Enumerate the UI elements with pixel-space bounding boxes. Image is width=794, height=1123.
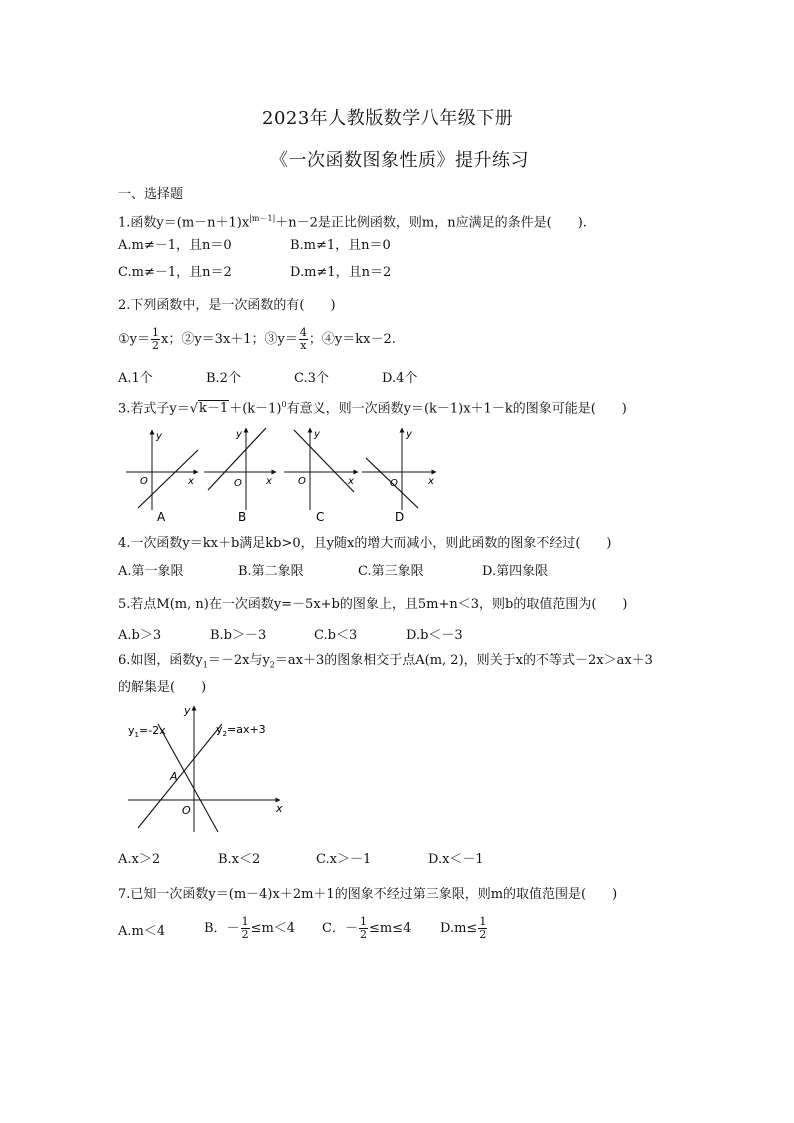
q3-label-c: C: [316, 510, 325, 524]
page-title: 2023年人教版数学八年级下册: [262, 108, 514, 129]
q1-text-b: ＋n－2是正比例函数，则m，n应满足的条件是( ).: [275, 215, 587, 231]
q2-functions: [118, 327, 396, 352]
q7-c-suffix: ≤m≤4: [368, 921, 412, 936]
q7-b-fraction: [241, 916, 250, 941]
q3-label-d: D: [395, 510, 405, 524]
q3-graph-c: [284, 428, 358, 524]
q7-c-prefix: C．－: [322, 921, 358, 936]
q6-text-c: ＝ax＋3的图象相交于点A(m, 2)，则关于x的不等式－2x＞ax＋3: [274, 653, 653, 668]
q7-option-b: [204, 916, 295, 941]
q7-option-a: A.m＜4: [118, 924, 166, 939]
question-5-stem: 5.若点M(m, n)在一次函数y=－5x+b的图象上，且5m+n＜3，则b的取值范围为( ): [118, 597, 628, 612]
q6-option-c: C.x＞－1: [316, 852, 372, 867]
q3-zero-exponent: 0: [281, 400, 287, 409]
q7-b-num: 1: [241, 915, 249, 928]
q3-radicand: k－1: [199, 401, 229, 417]
q6-label-y1: $y_1=-2x$: [128, 724, 166, 739]
q6-text-b: ＝－2x与y: [207, 653, 270, 668]
q7-option-c: [322, 916, 411, 941]
q2-part-1: ①y＝: [118, 332, 150, 347]
q3-text-b: ＋(k－1): [229, 401, 282, 417]
q3-a-origin: O: [140, 476, 148, 487]
q7-c-num: 1: [359, 915, 367, 928]
q7-d-prefix: D.m≤: [440, 921, 478, 936]
q4-option-c: C.第三象限: [358, 564, 424, 579]
q2-option-d: D.4个: [382, 371, 418, 386]
q5-option-d: D.b＜－3: [406, 628, 463, 643]
q2-fraction-num: 1: [152, 326, 159, 339]
q7-d-fraction: [478, 916, 487, 941]
q7-c-fraction: [359, 916, 368, 941]
q3-b-origin: O: [234, 478, 242, 489]
section-heading: 一、选择题: [118, 187, 184, 202]
q1-option-a: A.m≠－1，且n＝0: [118, 238, 232, 253]
q6-axis-y: y: [184, 704, 191, 717]
q6-origin: O: [182, 804, 191, 817]
q3-a-axis-x: x: [188, 476, 194, 487]
q3-label-a: A: [157, 510, 166, 524]
q3-c-axis-y: y: [314, 429, 320, 440]
q2-fraction2-num: 4: [299, 326, 307, 339]
q3-c-origin: O: [298, 476, 306, 487]
q2-option-b: B.2个: [206, 371, 241, 386]
q2-fraction-den: 2: [152, 339, 159, 352]
q3-text-a: 3.若式子y＝: [118, 401, 190, 417]
q5-option-c: C.b＜3: [314, 628, 358, 643]
q2-option-c: C.3个: [294, 371, 329, 386]
q7-c-den: 2: [359, 928, 367, 941]
q3-text-c: 有意义，则一次函数y＝(k－1)x＋1－k的图象可能是( ): [286, 401, 627, 417]
question-3-stem: [118, 396, 627, 418]
q7-b-prefix: B．－: [204, 921, 240, 936]
q5-option-a: A.b＞3: [118, 628, 162, 643]
q4-option-a: A.第一象限: [118, 564, 184, 579]
q4-option-b: B.第二象限: [238, 564, 304, 579]
q6-graph: [118, 700, 298, 840]
q1-exponent: |m－1|: [249, 214, 276, 223]
q6-option-a: A.x＞2: [118, 852, 161, 867]
q7-b-den: 2: [241, 928, 249, 941]
q6-option-b: B.x＜2: [218, 852, 261, 867]
q7-option-d: [440, 916, 488, 941]
q3-graph-d: [362, 428, 436, 524]
q1-text-a: 1.函数y＝(m－n＋1)x: [118, 215, 250, 231]
q3-graph-options: [118, 420, 448, 530]
q6-option-d: D.x＜－1: [428, 852, 484, 867]
q7-b-suffix: ≤m＜4: [250, 921, 296, 936]
q6-sub-2: 2: [269, 660, 275, 670]
q2-fraction2-den: x: [300, 339, 307, 352]
q1-option-d: D.m≠1，且n＝2: [290, 265, 392, 280]
q3-graph-a: [126, 430, 198, 524]
q3-a-axis-y: y: [156, 431, 162, 442]
q3-b-axis-x: x: [266, 476, 272, 487]
q7-d-num: 1: [479, 915, 487, 928]
q2-fraction-four-over-x: [299, 327, 308, 352]
question-4-stem: 4.一次函数y＝kx＋b满足kb>0，且y随x的增大而减小，则此函数的图象不经过( ): [118, 536, 612, 551]
question-7-stem: 7.已知一次函数y＝(m－4)x＋2m＋1的图象不经过第三象限，则m的取值范围是( ): [118, 887, 618, 902]
q6-stem-line2: 的解集是( ): [118, 680, 207, 695]
page-subtitle: 《一次函数图象性质》提升练习: [270, 150, 529, 171]
q3-d-origin: O: [390, 478, 398, 489]
q2-option-a: A.1个: [118, 371, 153, 386]
q1-option-c: C.m≠－1，且n＝2: [118, 265, 232, 280]
q3-d-axis-y: y: [406, 429, 412, 440]
q4-option-d: D.第四象限: [482, 564, 549, 579]
q1-option-b: B.m≠1，且n＝0: [290, 238, 391, 253]
question-2-stem: 2.下列函数中，是一次函数的有( ): [118, 298, 336, 313]
q6-label-y2: $y_2=ax+3$: [216, 723, 266, 738]
q5-option-b: B.b＞－3: [210, 628, 267, 643]
q3-graph-b: [204, 428, 276, 524]
q3-c-axis-x: x: [348, 476, 354, 487]
q2-fraction-half: [151, 327, 160, 352]
q7-d-den: 2: [479, 928, 487, 941]
q6-axis-x: x: [276, 802, 283, 815]
q3-d-axis-x: x: [428, 476, 434, 487]
q6-point-a: A: [170, 770, 178, 783]
q3-label-b: B: [238, 510, 247, 524]
question-1-stem: [118, 210, 587, 232]
q6-sub-1: 1: [202, 660, 208, 670]
q3-root-sign: √: [189, 401, 199, 417]
q3-b-axis-y: y: [236, 429, 242, 440]
question-6-stem: [118, 652, 653, 675]
q2-part-2: x；②y＝3x＋1；③y＝: [161, 332, 298, 347]
q6-text-a: 6.如图，函数y: [118, 653, 203, 668]
q2-part-3: ；④y＝kx－2.: [308, 332, 396, 347]
q6-line-y2: [138, 724, 222, 828]
